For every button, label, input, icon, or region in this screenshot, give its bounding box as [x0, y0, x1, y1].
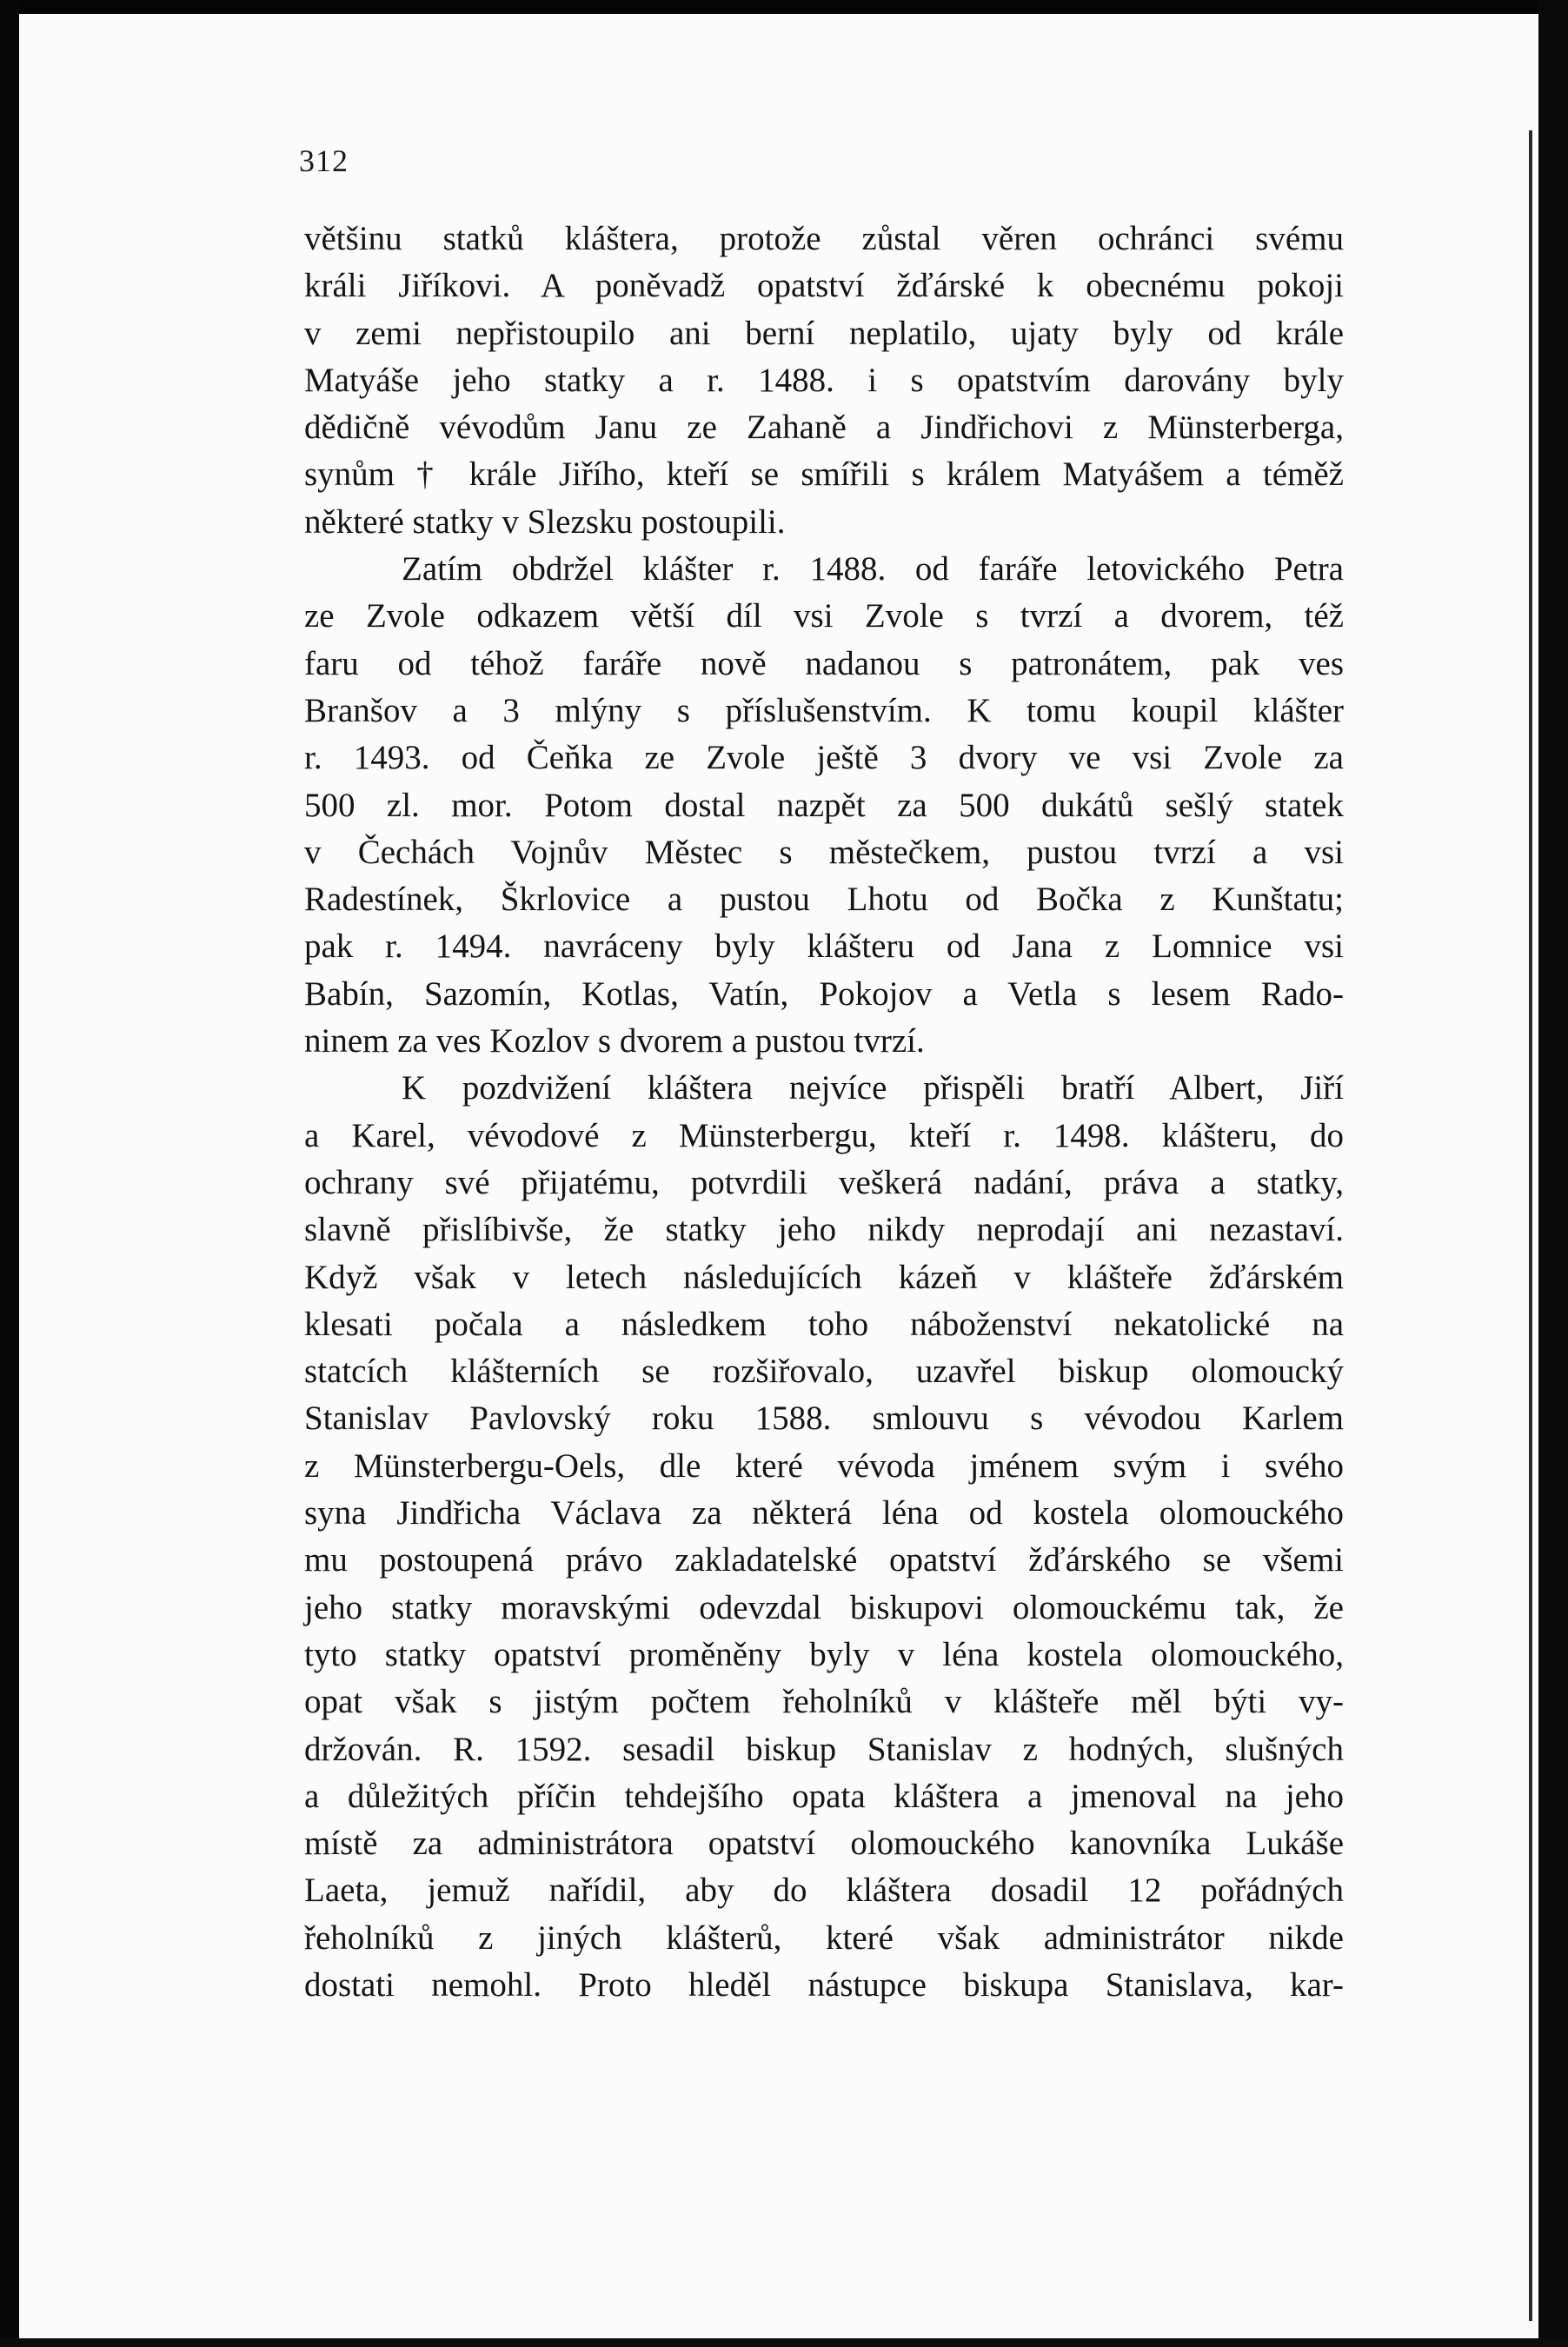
- text-line: v Čechách Vojnův Městec s městečkem, pustou tvrzí a vsi: [304, 833, 1344, 871]
- text-line: pak r. 1494. navráceny byly klášteru od Jana z Lomnice vsi: [304, 927, 1344, 966]
- text-line: faru od téhož faráře nově nadanou s patronátem, pak ves: [304, 644, 1344, 682]
- scan-border-top: [0, 0, 1568, 14]
- text-line: Laeta, jemuž nařídil, aby do kláštera dosadil 12 pořádných: [304, 1872, 1344, 1910]
- text-line: dostati nemohl. Proto hleděl nástupce biskupa Stanislava, kar-: [304, 1965, 1344, 2004]
- text-line: místě za administrátora opatství olomouckého kanovníka Lukáše: [304, 1825, 1344, 1863]
- scan-edge-line: [1529, 130, 1532, 2321]
- text-line: Stanislav Pavlovský roku 1588. smlouvu s vévodou Karlem: [304, 1400, 1344, 1438]
- text-line: mu postoupená právo zakladatelské opatství žďárského se všemi: [304, 1541, 1344, 1579]
- text-line: a důležitých příčin tehdejšího opata kláštera a jmenoval na jeho: [304, 1777, 1344, 1815]
- text-line: 500 zl. mor. Potom dostal nazpět za 500 dukátů sešlý statek: [304, 786, 1344, 824]
- paragraph-3: [304, 1065, 1344, 2009]
- text-line: ze Zvole odkazem větší díl vsi Zvole s tvrzí a dvorem, též: [304, 597, 1344, 635]
- text-line: většinu statků kláštera, protože zůstal věren ochránci svému: [304, 220, 1344, 257]
- text-line: a Karel, vévodové z Münsterbergu, kteří r. 1498. klášteru, do: [304, 1116, 1344, 1154]
- text-line: jeho statky moravskými odevzdal biskupovi olomouckému tak, že: [304, 1588, 1344, 1626]
- text-line: z Münsterbergu-Oels, dle které vévoda jménem svým i svého: [304, 1446, 1344, 1485]
- text-line: Matyáše jeho statky a r. 1488. i s opatstvím darovány byly: [304, 361, 1344, 399]
- body-text: [304, 216, 1344, 2009]
- paragraph-1: [304, 216, 1344, 546]
- text-line: syna Jindřicha Václava za některá léna od kostela olomouckého: [304, 1494, 1344, 1533]
- text-line: dědičně vévodům Janu ze Zahaně a Jindřichovi z Münsterberga,: [304, 409, 1344, 447]
- text-line: K pozdvižení kláštera nejvíce přispěli bratří Albert, Jiří: [402, 1069, 1344, 1107]
- scan-border-left: [0, 0, 19, 2347]
- scan-border-right: [1538, 0, 1568, 2347]
- text-line: Babín, Sazomín, Kotlas, Vatín, Pokojov a Vetla s lesem Rado-: [304, 974, 1344, 1013]
- scan-border-bottom: [0, 2338, 1568, 2347]
- text-line: r. 1493. od Čeňka ze Zvole ještě 3 dvory ve vsi Zvole za: [304, 739, 1344, 777]
- text-line: v zemi nepřistoupilo ani berní neplatilo, ujaty byly od krále: [304, 314, 1344, 352]
- text-line: Radestínek, Škrlovice a pustou Lhotu od Bočka z Kunštatu;: [304, 881, 1344, 919]
- text-line: tyto statky opatství proměněny byly v léna kostela olomouckého,: [304, 1635, 1344, 1673]
- text-line: držován. R. 1592. sesadil biskup Stanislav z hodných, slušných: [304, 1730, 1344, 1768]
- paragraph-2: [304, 546, 1344, 1065]
- text-line: řeholníků z jiných klášterů, které však administrátor nikde: [304, 1918, 1344, 1957]
- text-line: opat však s jistým počtem řeholníků v klášteře měl býti vy-: [304, 1683, 1344, 1721]
- page-number: 312: [299, 143, 349, 178]
- text-line: Branšov a 3 mlýny s příslušenstvím. K tomu koupil klášter: [304, 691, 1344, 729]
- text-line: ochrany své přijatému, potvrdili veškerá nadání, práva a statky,: [304, 1163, 1344, 1201]
- text-line: ninem za ves Kozlov s dvorem a pustou tvrzí.: [304, 1022, 925, 1060]
- text-line: synům † krále Jiřího, kteří se smířili s králem Matyášem a téměž: [304, 455, 1344, 494]
- text-line: Zatím obdržel klášter r. 1488. od faráře letovického Petra: [402, 550, 1344, 588]
- text-line: statcích klášterních se rozšiřovalo, uzavřel biskup olomoucký: [304, 1353, 1344, 1391]
- text-line: slavně přislíbivše, že statky jeho nikdy neprodají ani nezastaví.: [304, 1211, 1344, 1249]
- text-line: Když však v letech následujících kázeň v klášteře žďárském: [304, 1258, 1344, 1296]
- text-line: některé statky v Slezsku postoupili.: [304, 502, 786, 541]
- text-line: králi Jiříkovi. A poněvadž opatství žďárské k obecnému pokoji: [304, 267, 1344, 305]
- text-line: klesati počala a následkem toho náboženství nekatolické na: [304, 1305, 1344, 1343]
